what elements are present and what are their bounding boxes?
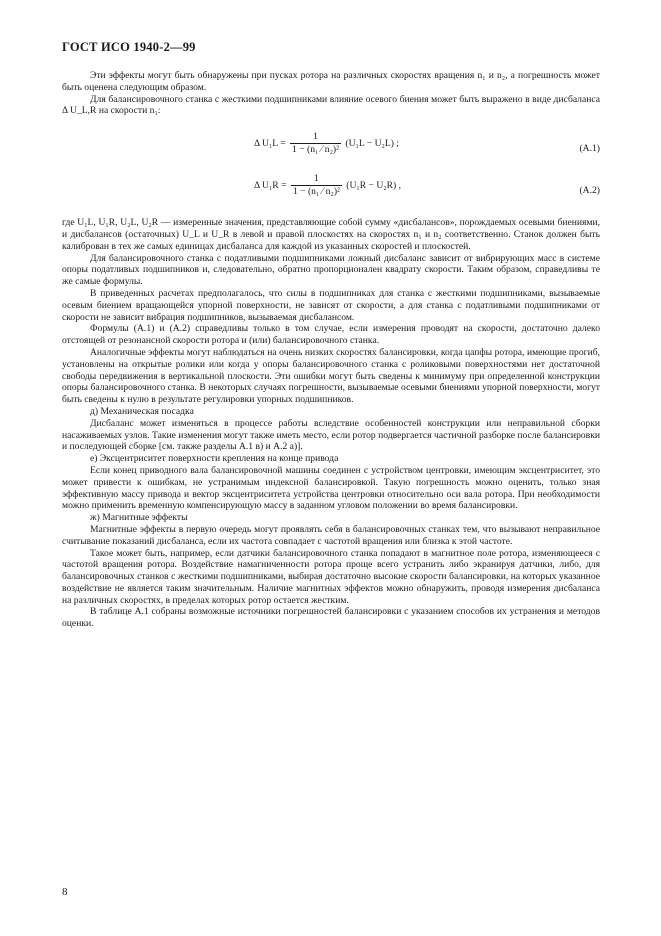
paragraph: Для балансировочного станка с податливыми подшипниками ложный дисбаланс зависит от вибрирующих масс в системе опоры податливых подшипников и, следовательно, обратно пропорционален квадрату скорости. Таким образом, справедливы те же самые формулы.	[62, 252, 600, 288]
section-heading: ж) Магнитные эффекты	[90, 512, 188, 524]
paragraph: Для балансировочного станка с жесткими подшипниками влияние осевого биения может быть выражено в виде дисбаланса Δ U_L,R на скорости n₁:	[62, 93, 600, 117]
paragraph: Магнитные эффекты в первую очередь могут проявлять себя в балансировочных станках тем, что вызывают неправильное считывание показаний дисбаланса, если их частота совпадает с частотой вращения или близка к этой частоте.	[62, 523, 600, 547]
paragraph: Если конец приводного вала балансировочной машины соединен с устройством центровки, имеющим эксцентриситет, это может привести к ошибкам, не устранимым индексной балансировкой. Такую погрешность можно оценить, только зная эффективную массу привода и вектор эксцентриситета устройства центровки относительно оси вала ротора. При необходимости можно применить временную компенсирующую массу в заданном угловом положении во время балансировки.	[62, 464, 600, 512]
formula-rhs: (U₁L − U₂L) ;	[345, 137, 399, 149]
fraction-denominator: 1 − (n₁ ⁄ n₂)²	[292, 143, 339, 155]
paragraph: Эти эффекты могут быть обнаружены при пусках ротора на различных скоростях вращения n₁ и n₂, а погрешность может быть оценена следующим образом.	[62, 70, 600, 93]
paragraph: где U₁L, U₁R, U₂L, U₂R — измеренные значения, представляющие собой сумму «дисбалансов», порождаемых осевыми биениями, и дисбалансов (остаточных) U_L и U_R в левой и правой плоскостях на скоростях n₁ и n₂ соответственно. Станок должен быть калиброван в тех же самых единицах дисбаланса для каждой из указанных скоростей и плоскостей.	[62, 217, 600, 252]
page-number: 8	[62, 886, 68, 898]
paragraph: Аналогичные эффекты могут наблюдаться на очень низких скоростях балансировки, когда цапфы ротора, имеющие прогиб, установлены на открытые ролики или когда у опоры балансировочного станка с роликовыми поверхностями нет достаточной свободы передвижения в вертикальной плоскости. Эти ошибки могут быть сведены к минимуму при определенной конструкции опоры балансировочного станка. В некоторых случаях погрешности, вызываемые осевыми биениями упорной поверхности, могут быть сведены к нулю в результате регулировки упорных подшипников.	[62, 346, 600, 406]
paragraph: Дисбаланс может изменяться в процессе работы вследствие особенностей конструкции или неправильной сборки насаживаемых узлов. Такие изменения могут также иметь место, если ротор подвергается частичной разборке после балансировки и последующей сборке [см. также разделы А.1 в) и А.2 а)].	[62, 417, 600, 453]
section-heading: е) Эксцентриситет поверхности крепления на конце привода	[90, 453, 339, 465]
paragraph: Формулы (А.1) и (А.2) справедливы только в том случае, если измерения проводят на скорости, достаточно далеко отстоящей от резонансной скорости ротора и (или) балансировочного станка.	[62, 323, 600, 347]
formula-rhs: (U₁R − U₂R) ,	[346, 179, 402, 191]
formula-lhs: Δ U₁L =	[254, 137, 286, 149]
formula-number: (А.1)	[579, 143, 600, 155]
document-body	[62, 70, 600, 630]
fraction-numerator: 1	[291, 173, 342, 186]
paragraph: В таблице А.1 собраны возможные источники погрешностей балансировки с указанием способов их устранения и методов оценки.	[62, 606, 600, 630]
fraction-denominator: 1 − (n₁ ⁄ n₂)²	[292, 185, 340, 197]
formula-number: (А.2)	[579, 185, 600, 197]
paragraph: В приведенных расчетах предполагалось, что силы в подшипниках для станка с жесткими подшипниками, вызываемые осевым биением вращающейся упорной поверхности, не зависят от скорости, а для станка с податливыми подшипниками от скорости не зависит вибрация подшипников, вызываемая дисбалансом.	[62, 287, 600, 323]
formula-fraction	[290, 131, 341, 156]
formula-fraction	[291, 173, 342, 198]
formula-a2	[62, 173, 600, 211]
fraction-numerator: 1	[290, 131, 341, 144]
formula-lhs: Δ U₁R =	[254, 179, 287, 191]
standard-title: ГОСТ ИСО 1940-2—99	[62, 40, 196, 54]
paragraph: Такое может быть, например, если датчики балансировочного станка попадают в магнитное поле ротора, изменяющееся с частотой вращения ротора. Воздействие намагниченности ротора проще всего устранить либо экранируя датчики, либо, для балансировочных станков с жесткими подшипниками, выбирая достаточно высокие скорости балансировки, на которых указанное воздействие не является таким значительным. Наличие магнитных эффектов можно обнаружить, проводя измерения дисбаланса на различных скоростях, в пределах которых ротор остается жестким.	[62, 547, 600, 606]
section-heading: д) Механическая посадка	[90, 405, 194, 417]
formula-a1	[62, 131, 600, 169]
